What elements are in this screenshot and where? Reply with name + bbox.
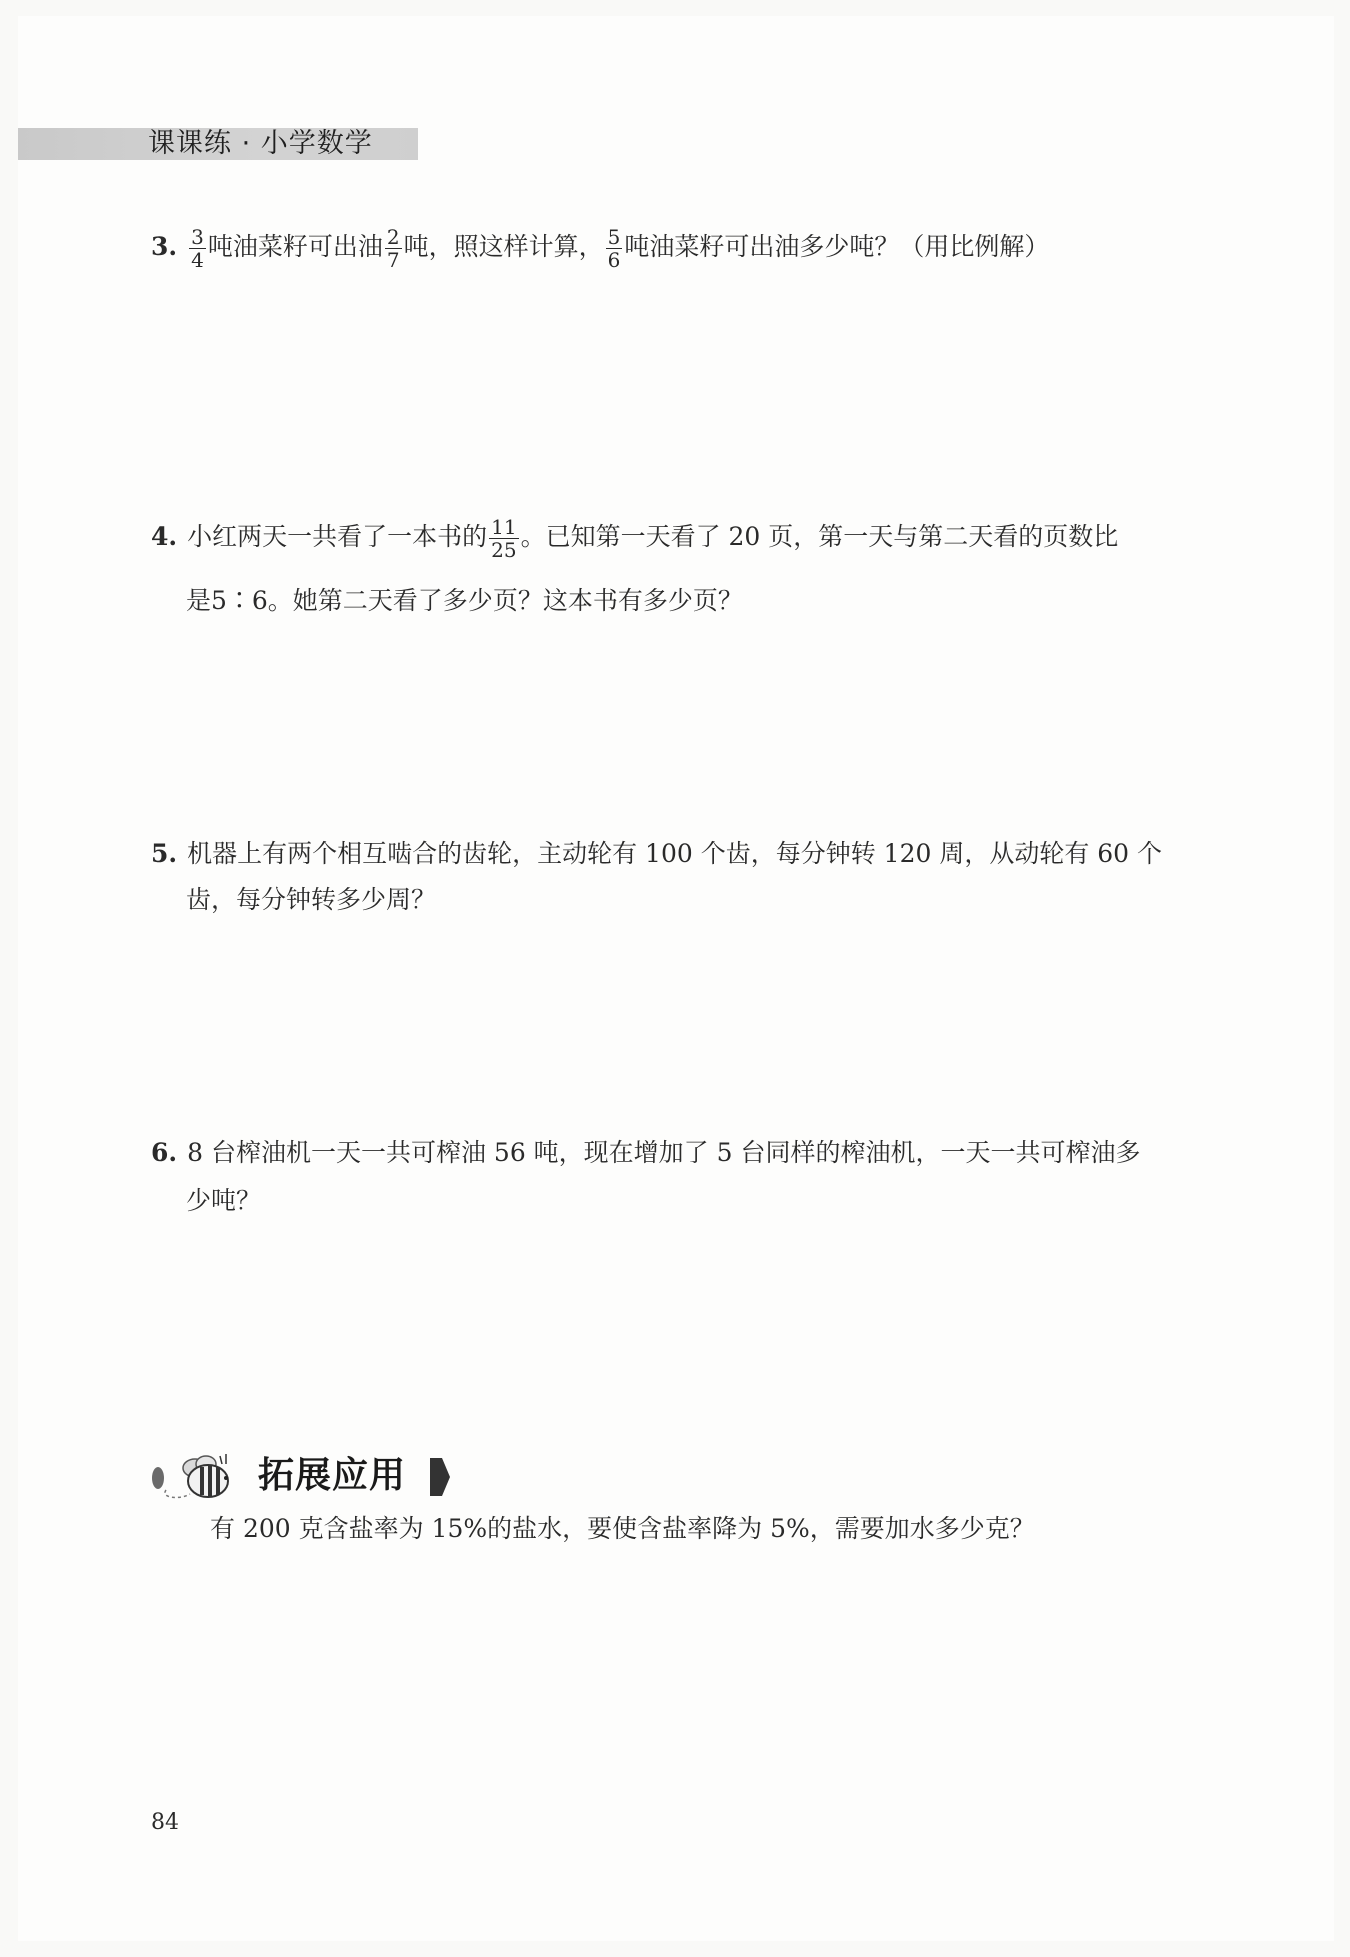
question-text: 8 台榨油机一天一共可榨油 56 吨，现在增加了 5 台同样的榨油机，一天一共可榨油多 xyxy=(187,1138,1141,1167)
fraction xyxy=(606,226,623,271)
fraction-numerator: 3 xyxy=(191,225,204,249)
question-5 xyxy=(151,834,1162,874)
fraction-denominator: 6 xyxy=(607,248,621,272)
header-title: 课课练 · 小学数学 xyxy=(148,128,373,159)
fraction xyxy=(385,226,402,271)
fraction-denominator: 7 xyxy=(386,248,400,272)
question-3 xyxy=(151,226,1049,271)
question-text: 吨油菜籽可出油多少吨？（用比例解） xyxy=(624,232,1050,261)
fraction xyxy=(189,226,206,271)
question-text: 吨油菜籽可出油 xyxy=(207,232,383,261)
banner-end-cap xyxy=(430,1458,450,1496)
question-4 xyxy=(151,516,1118,561)
fraction-denominator: 4 xyxy=(191,248,204,272)
question-5-line-2: 齿，每分钟转多少周？ xyxy=(186,885,437,914)
question-number: 3. xyxy=(151,232,178,261)
page-number: 84 xyxy=(151,1810,179,1835)
fraction-numerator: 2 xyxy=(386,225,400,249)
extension-title: 拓展应用 xyxy=(258,1455,407,1496)
question-text: 小红两天一共看了一本书的 xyxy=(187,522,488,551)
question-6 xyxy=(151,1133,1140,1173)
fraction-numerator: 11 xyxy=(491,515,517,539)
question-number: 6. xyxy=(151,1138,178,1167)
question-number: 4. xyxy=(151,522,178,551)
question-text: 吨，照这样计算， xyxy=(403,232,604,261)
question-text: 机器上有两个相互啮合的齿轮，主动轮有 100 个齿，每分钟转 120 周，从动轮有 60 个 xyxy=(187,839,1163,868)
fraction xyxy=(489,516,518,561)
bee-icon xyxy=(152,1454,228,1497)
page-paper xyxy=(18,16,1334,1941)
question-6-line-2: 少吨？ xyxy=(186,1186,262,1215)
question-4-line-2: 是5∶6。她第二天看了多少页？这本书有多少页？ xyxy=(186,586,743,615)
question-text: 。已知第一天看了 20 页，第一天与第二天看的页数比 xyxy=(520,522,1119,551)
extension-question: 有 200 克含盐率为 15%的盐水，要使含盐率降为 5%，需要加水多少克？ xyxy=(210,1514,1035,1543)
fraction-denominator: 25 xyxy=(491,538,517,562)
fraction-numerator: 5 xyxy=(607,225,621,249)
question-number: 5. xyxy=(151,839,178,868)
